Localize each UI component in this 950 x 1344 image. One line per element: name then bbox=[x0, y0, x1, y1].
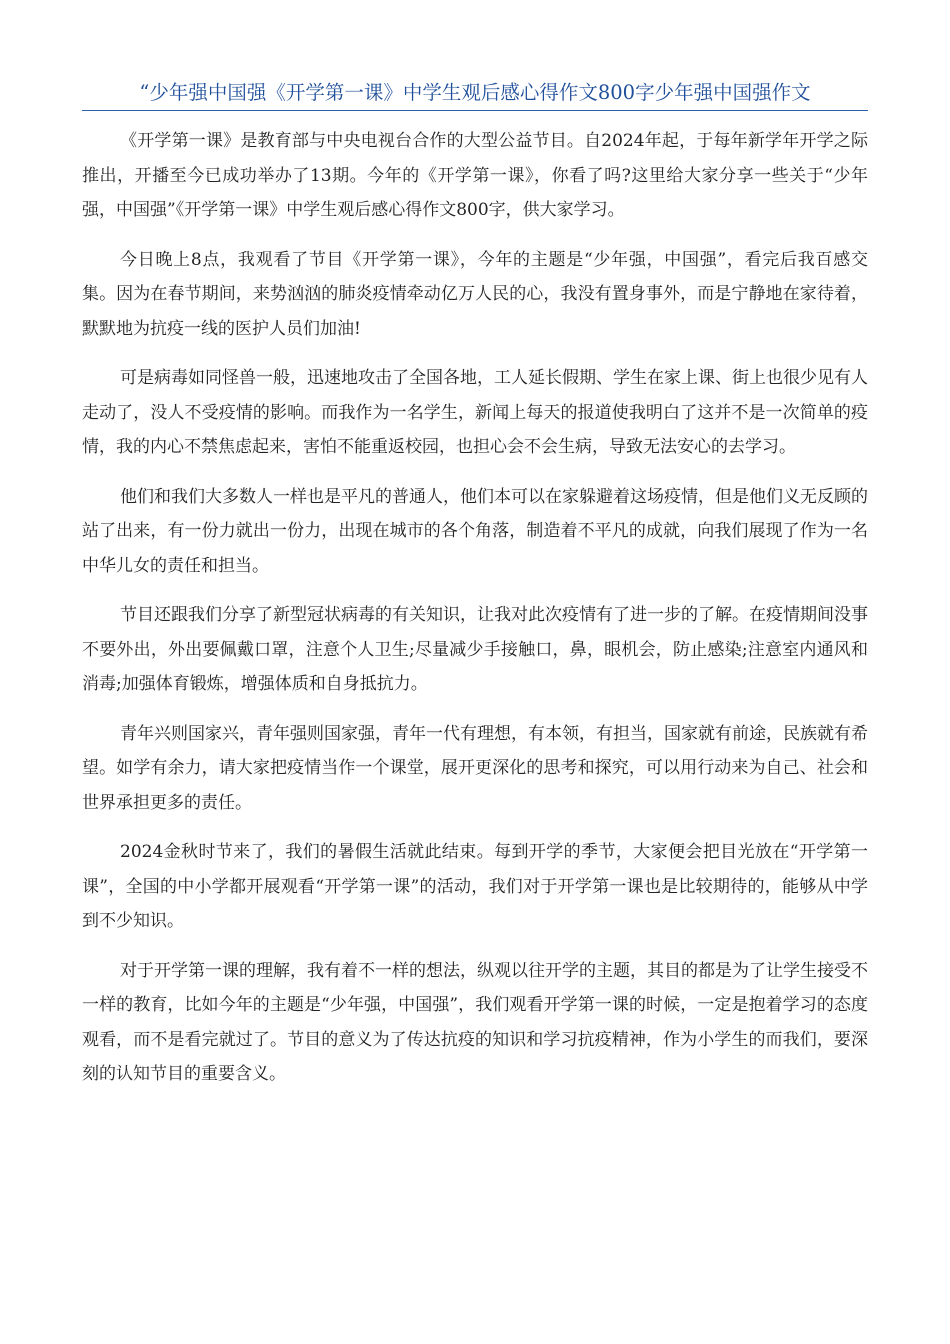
document-body bbox=[82, 124, 868, 1107]
paragraph-5: 节目还跟我们分享了新型冠状病毒的有关知识，让我对此次疫情有了进一步的了解。在疫情期间没事不要外出，外出要佩戴口罩，注意个人卫生;尽量减少手接触口，鼻，眼机会，防止感染;注意室内通风和消毒;加强体育锻炼，增强体质和自身抵抗力。 bbox=[82, 605, 868, 694]
paragraph-1: 《开学第一课》是教育部与中央电视台合作的大型公益节目。自2024年起，于每年新学年开学之际推出，开播至今已成功举办了13期。今年的《开学第一课》，你看了吗?这里给大家分享一些关于“少年强，中国强”《开学第一课》中学生观后感心得作文800字，供大家学习。 bbox=[82, 131, 868, 220]
paragraph-7: 2024金秋时节来了，我们的暑假生活就此结束。每到开学的季节，大家便会把目光放在“开学第一课”，全国的中小学都开展观看“开学第一课”的活动，我们对于开学第一课也是比较期待的，能够从中学到不少知识。 bbox=[82, 842, 868, 931]
paragraph-2: 今日晚上8点，我观看了节目《开学第一课》，今年的主题是“少年强，中国强”，看完后我百感交集。因为在春节期间，来势汹汹的肺炎疫情牵动亿万人民的心，我没有置身事外，而是宁静地在家待着，默默地为抗疫一线的医护人员们加油! bbox=[82, 249, 868, 339]
paragraph-4: 他们和我们大多数人一样也是平凡的普通人，他们本可以在家躲避着这场疫情，但是他们义无反顾的站了出来，有一份力就出一份力，出现在城市的各个角落，制造着不平凡的成就，向我们展现了作为一名中华儿女的责任和担当。 bbox=[82, 486, 868, 576]
paragraph-8: 对于开学第一课的理解，我有着不一样的想法，纵观以往开学的主题，其目的都是为了让学生接受不一样的教育，比如今年的主题是“少年强，中国强”，我们观看开学第一课的时候，一定是抱着学习的态度观看，而不是看完就过了。节目的意义为了传达抗疫的知识和学习抗疫精神，作为小学生的而我们，要深刻的认知节目的重要含义。 bbox=[82, 960, 868, 1084]
document-title: “少年强中国强《开学第一课》中学生观后感心得作文800字少年强中国强作文 bbox=[139, 81, 811, 104]
paragraph-3: 可是病毒如同怪兽一般，迅速地攻击了全国各地，工人延长假期、学生在家上课、街上也很少见有人走动了，没人不受疫情的影响。而我作为一名学生，新闻上每天的报道使我明白了这并不是一次简单的疫情，我的内心不禁焦虑起来，害怕不能重返校园，也担心会不会生病，导致无法安心的去学习。 bbox=[82, 368, 868, 457]
title-bar bbox=[82, 79, 868, 111]
paragraph-6: 青年兴则国家兴，青年强则国家强，青年一代有理想，有本领，有担当，国家就有前途，民族就有希望。如学有余力，请大家把疫情当作一个课堂，展开更深化的思考和探究，可以用行动来为自己、社会和世界承担更多的责任。 bbox=[82, 723, 868, 813]
